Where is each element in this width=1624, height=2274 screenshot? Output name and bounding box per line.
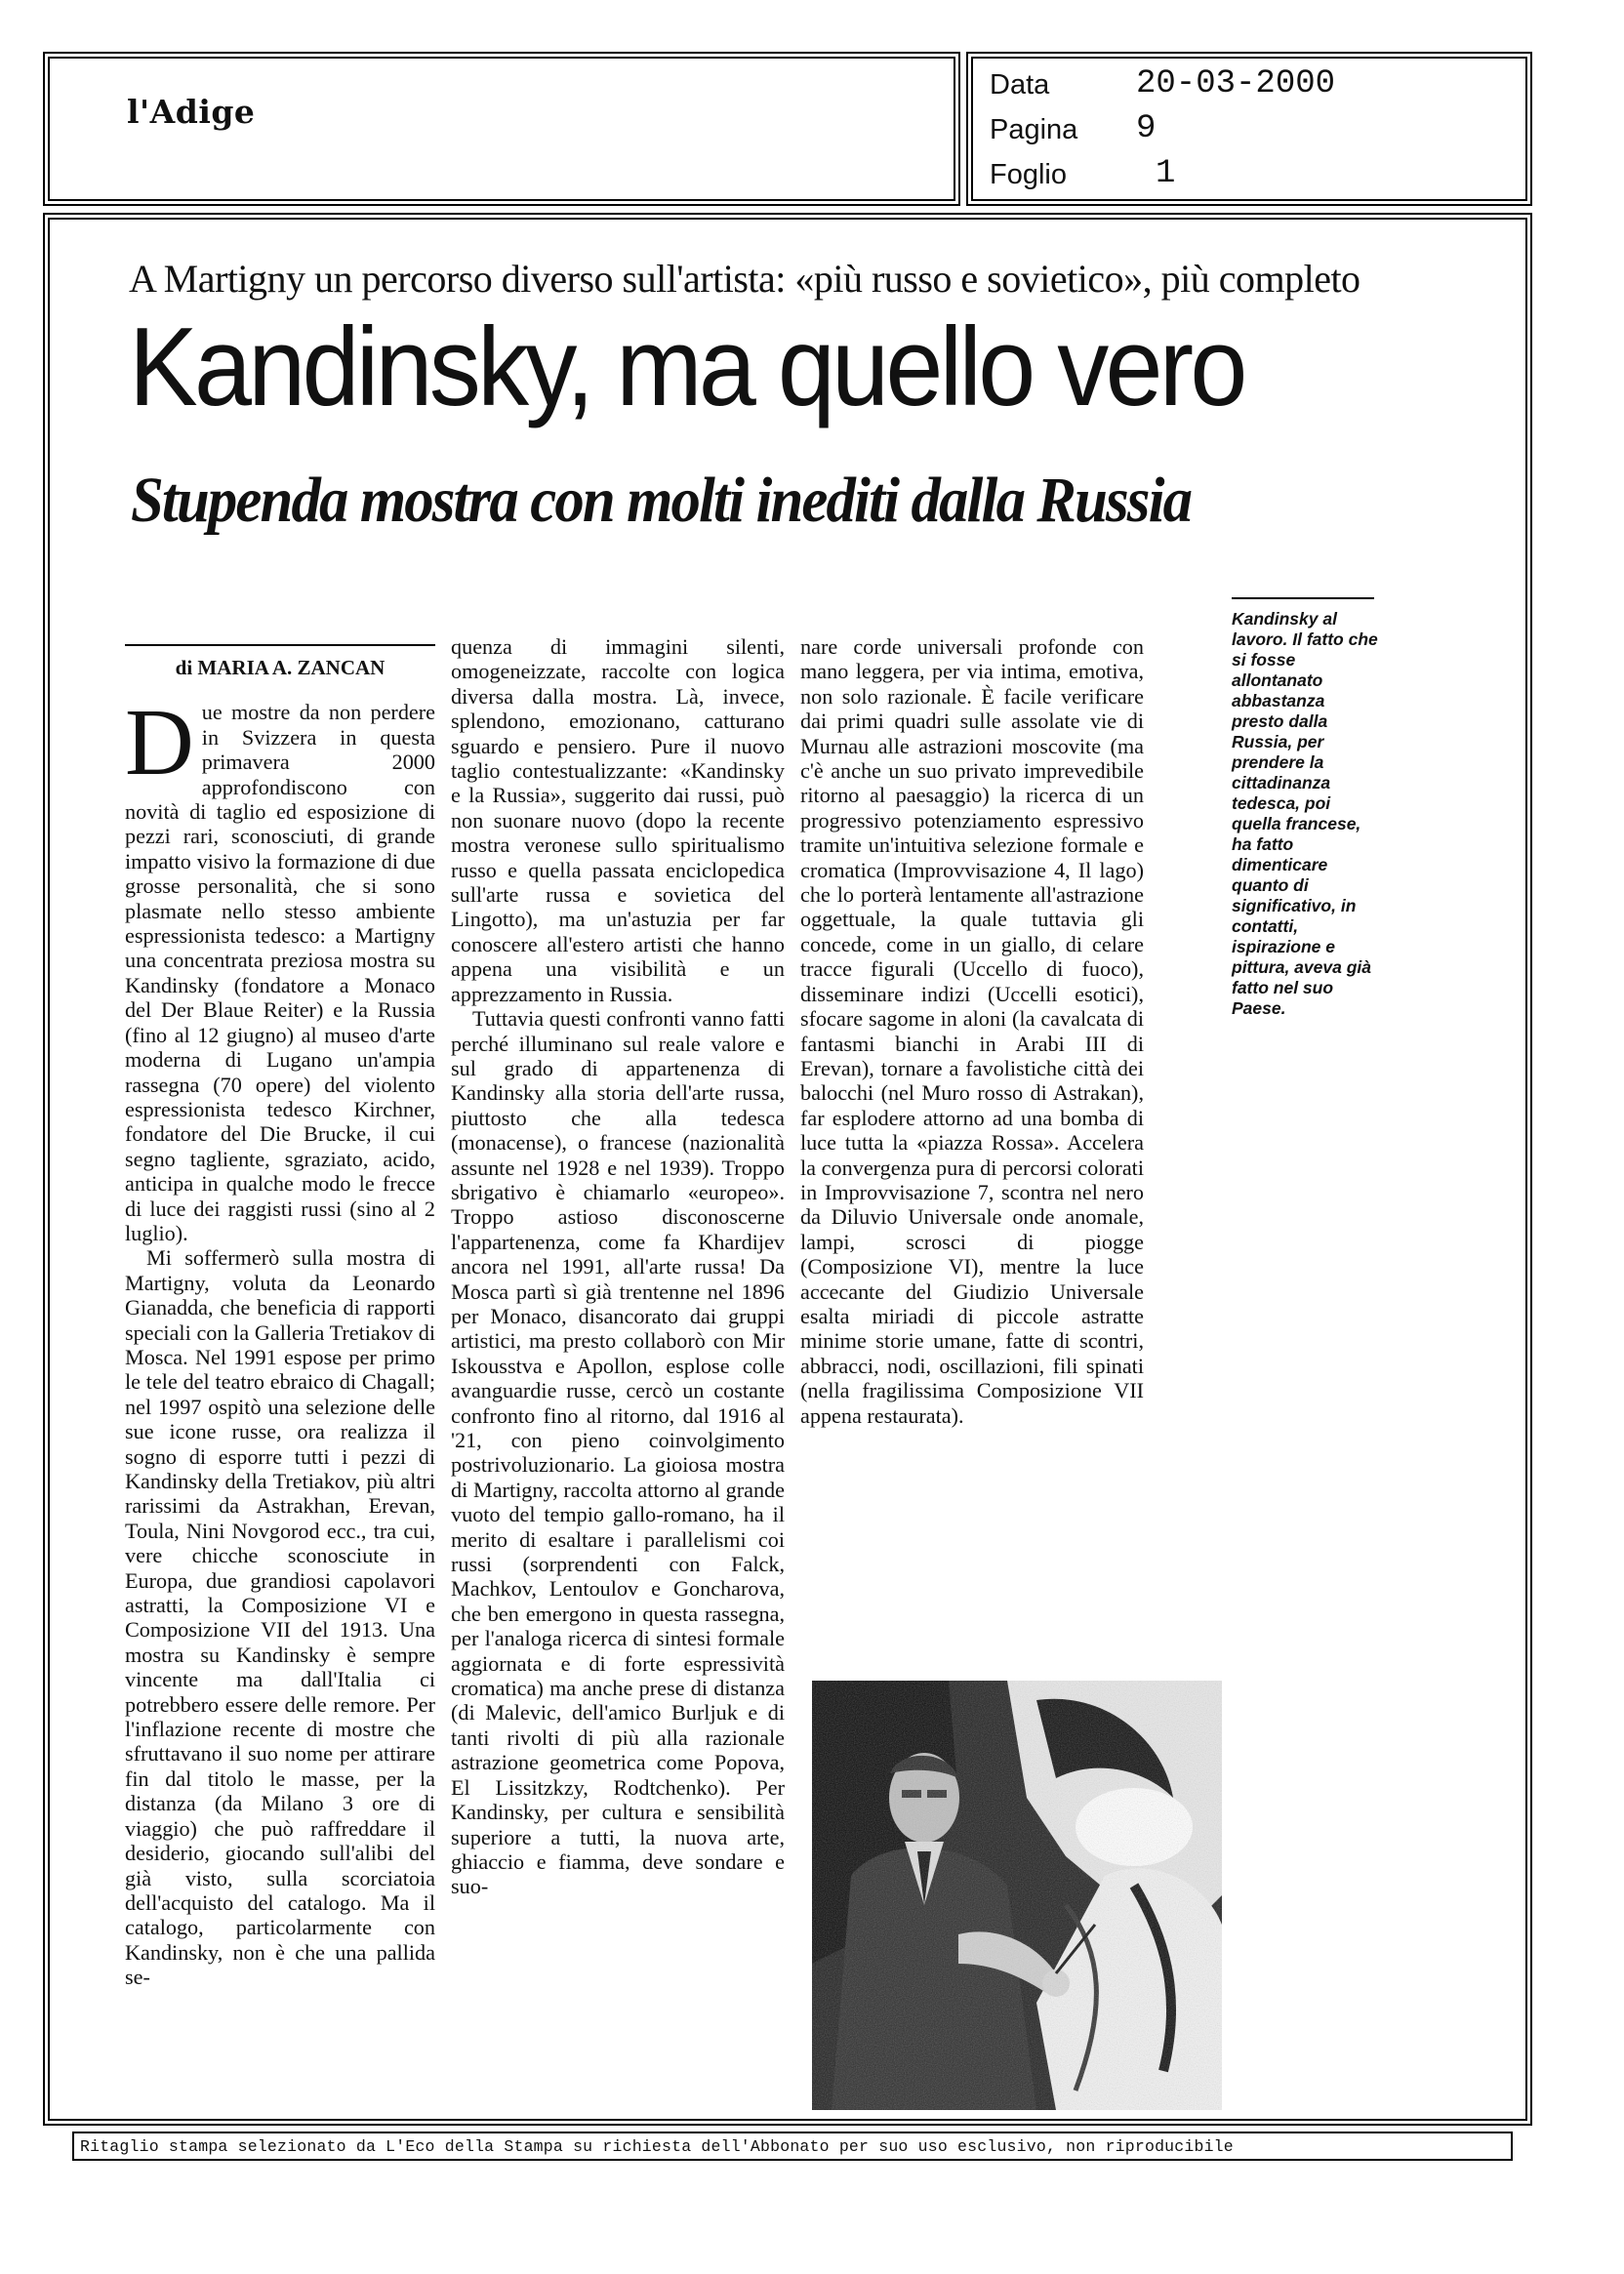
paragraph: Mi soffermerò sulla mostra di Martigny, voluta da Leonardo Gianadda, che beneficia di rapporti speciali con la Galleria Tretiakov di Mosca. Nel 1991 espose per primo le tele del teatro ebraico di Chagall; nel 1997 ospitò una selezione delle sue icone russe, ora realizza il sogno di esporre tutti i pezzi di Kandinsky della Tretiakov, più altri rarissimi da Astrakhan, Erevan, Toula, Nini Novgorod ecc., tra cui, vere chicche sconosciute in Europa, due grandiosi capolavori astratti, la Composizione VI e Composizione VII del 1913. Una mostra su Kandinsky è sempre vincente ma dall'Italia ci potrebbero essere delle remore. Per l'inflazione recente di mostre che sfruttavano il suo nome per attirare fin dal titolo le masse, per la distanza (da Milano 3 ore di viaggio) che può raffreddare il desiderio, giocando sull'alibi del già visto, sulla scorciatoia dell'acquisto del catalogo. Ma il catalogo, particolarmente con Kandinsky, non è che una pallida se-: [125, 1245, 435, 1990]
article-headline: Kandinsky, ma quello vero: [129, 305, 1244, 429]
article-subhead: Stupenda mostra con molti inediti dalla Russia: [131, 465, 1192, 536]
metadata-box: [966, 52, 1532, 206]
paragraph: Tuttavia questi confronti vanno fatti perché illuminano sul reale valore e sul grado di appartenenza di Kandinsky alla storia dell'arte russa, piuttosto che alla tedesca (monacense), o francese (nazionalità assunte nel 1928 e nel 1939). Troppo sbrigativo è chiamarlo «europeo». Troppo astioso disconoscerne l'appartenenza, come fa Khardijev ancora nel 1991, all'arte russa! Da Mosca partì sì già trentenne nel 1896 per Monaco, disancorato dai gruppi artistici, ma presto collaborò con Mir Iskousstva e Apollon, esplose colle avanguardie russe, cercò un costante confronto fino al ritorno, dal 1916 al '21, con pieno coinvolgimento postrivoluzionario. La gioiosa mostra di Martigny, raccolta attorno al grande vuoto del tempio gallo-romano, ha il merito di esaltare i parallelismi coi russi (sorprendenti con Falck, Machkov, Lentoulov e Goncharova, che ben emergono in questa rassegna, per l'analoga ricerca di sintesi formale aggiornata e di forte espressività cromatica) ma anche prese di distanza (di Malevic, dell'amico Burljuk e di tanti rivolti di più alla razionale astrazione geometrica come Popova, El Lissitzkzy, Rodtchenko). Per Kandinsky, per cultura e sensibilità superiore a tutti, la nuova arte, ghiaccio e fiamma, deve sondare e suo-: [451, 1006, 785, 1899]
byline-rule: [125, 644, 435, 646]
article-kicker: A Martigny un percorso diverso sull'artista: «più russo e sovietico», più completo: [129, 257, 1360, 301]
data-value: 20-03-2000: [1136, 65, 1336, 102]
foglio-value: 1: [1156, 155, 1176, 192]
data-label: Data: [990, 69, 1050, 101]
paragraph: quenza di immagini silenti, omogeneizzate, raccolte con logica diversa dalla mostra. Là, invece, splendono, emozionano, catturano sguardo e pensiero. Pure il nuovo taglio contestualizzante: «Kandinsky e la Russia», suggerito dai russi, può non suonare nuovo (dopo la recente mostra veronese sullo spiritualismo russo e quella passata enciclopedica sull'arte russa e sovietica del Lingotto), ma un'astuzia per far conoscere all'estero artisti che hanno appena una visibilità e un apprezzamento in Russia.: [451, 634, 785, 1006]
clipping-notice: Ritaglio stampa selezionato da L'Eco della Stampa su richiesta dell'Abbonato per suo uso esclusivo, non riproducibile: [80, 2137, 1234, 2156]
photo-caption: Kandinsky al lavoro. Il fatto che si fosse allontanato abbastanza presto dalla Russia, per prendere la cittadinanza tedesca, poi quella francese, ha fatto dimenticare quanto di significativo, in contatti, ispirazione e pittura, aveva già fatto nel suo Paese.: [1232, 609, 1378, 1018]
drop-cap: D: [125, 690, 194, 796]
kandinsky-photo: [812, 1681, 1222, 2110]
article-column-1: [125, 644, 435, 1990]
foglio-label: Foglio: [990, 159, 1067, 190]
article-column-3: [800, 634, 1144, 1428]
article-column-2: [451, 634, 785, 1899]
paragraph: Due mostre da non perdere in Svizzera in questa primavera 2000 approfondiscono con novità di taglio ed esposizione di pezzi rari, sconosciuti, di grande impatto visivo la formazione di due grosse personalità, che si sono plasmate nello stesso ambiente espressionista tedesco: a Martigny una concentrata preziosa mostra su Kandinsky (fondatore a Monaco del Der Blaue Reiter) e la Russia (fino al 12 giugno) al museo d'arte moderna di Lugano un'ampia rassegna (70 opere) del violento espressionista tedesco Kirchner, fondatore del Die Brucke, il cui segno tagliente, sgraziato, acido, anticipa in qualche modo le frecce di luce dei raggisti russi (sino al 2 luglio).: [125, 690, 435, 1245]
pagina-value: 9: [1136, 110, 1157, 147]
newspaper-name: l'Adige: [127, 93, 256, 131]
byline: di MARIA A. ZANCAN: [175, 656, 386, 679]
masthead-box: [43, 52, 960, 206]
paragraph: nare corde universali profonde con mano leggera, per via intima, emotiva, non solo razionale. È facile verificare dai primi quadri sulle assolate vie di Murnau alle astrazioni moscovite (ma c'è anche un suo privato imprevedibile ritorno al paesaggio) la ricerca di un progressivo potenziamento espressivo tramite un'intuitiva selezione formale e cromatica (Improvvisazione 4, Il lago) che lo porterà lentamente all'astrazione oggettuale, la quale tuttavia gli concede, come in un giallo, di celare tracce figurali (Uccello di fuoco), disseminare indizi (Uccelli esotici), sfocare sagome in aloni (la cavalcata di fantasmi bianchi in Arabi III di Erevan), tornare a favolistiche città dei balocchi (nel Muro rosso di Astrakan), far esplodere attorno ad una bomba di luce tutta la «piazza Rossa». Accelera la convergenza pura di percorsi colorati in Improvvisazione 7, scontra nel nero da Diluvio Universale onde anomale, lampi, scrosci di piogge (Composizione VI), mentre la luce accecante del Giudizio Universale esalta miriadi di piccole astratte minime storie umane, fatte di scontri, abbracci, nodi, oscillazioni, fili spinati (nella fragilissima Composizione VII appena restaurata).: [800, 634, 1144, 1428]
pagina-label: Pagina: [990, 114, 1078, 145]
